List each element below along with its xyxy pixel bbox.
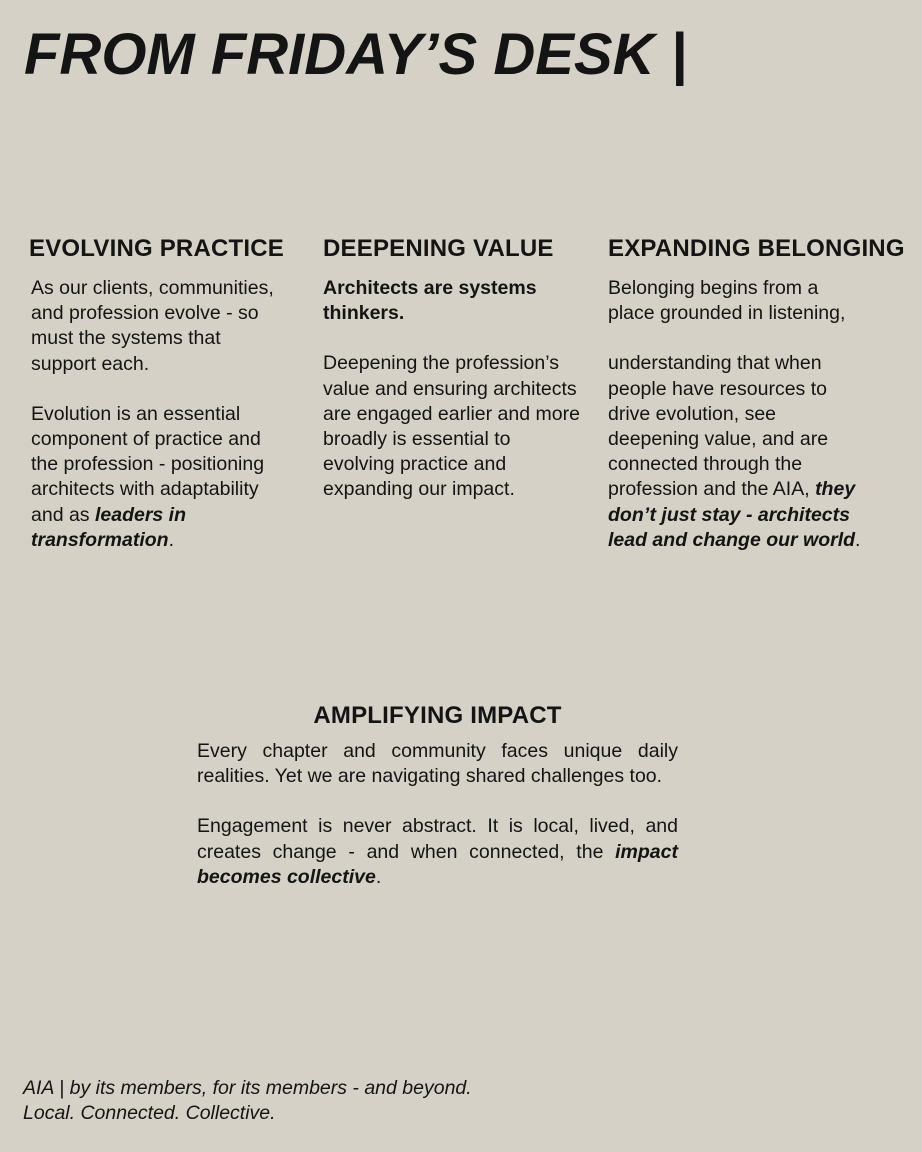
column-evolving-practice	[29, 234, 284, 553]
heading-amplifying-impact: AMPLIFYING IMPACT	[313, 702, 562, 729]
evolving-paragraph-1: As our clients, communities, and profession evolve - so must the systems that support each.	[31, 277, 274, 375]
expanding-paragraph-2	[608, 351, 868, 553]
evolving-paragraph-2-text: Evolution is an essential component of practice and the profession - positioning architects with adaptability and as	[31, 402, 265, 526]
impact-paragraph-2-end: .	[375, 865, 382, 888]
heading-evolving-practice: EVOLVING PRACTICE	[29, 235, 284, 262]
page-title: FROM FRIDAY’S DESK |	[24, 22, 687, 87]
heading-expanding-belonging: EXPANDING BELONGING	[608, 235, 905, 262]
footer-line-1: AIA | by its members, for its members - and beyond.	[23, 1077, 472, 1099]
column-expanding-belonging	[608, 234, 908, 553]
column-deepening-value	[323, 234, 583, 503]
section-amplifying-impact	[197, 701, 678, 890]
impact-paragraph-2	[197, 814, 678, 890]
expanding-paragraph-2-text: understanding that when people have resources to drive evolution, see deepening value, and are connected through the profession and the AIA,	[608, 352, 829, 501]
expanding-paragraph-1: Belonging begins from a place grounded in listening,	[608, 277, 846, 325]
evolving-emphasis: leaders in transformation	[31, 503, 187, 551]
deepening-lead: Architects are systems thinkers.	[323, 277, 537, 325]
heading-deepening-value: DEEPENING VALUE	[323, 235, 554, 262]
deepening-paragraph-2: Deepening the profession’s value and ensuring architects are engaged earlier and more broadly is essential to evolving practice and expanding our impact.	[323, 352, 580, 501]
expanding-paragraph-2-end: .	[855, 528, 861, 551]
impact-paragraph-2-text: Engagement is never abstract. It is local, lived, and creates change - and when connected, the	[197, 815, 678, 863]
impact-emphasis: impact becomes collective	[197, 840, 678, 888]
evolving-paragraph-2-end: .	[168, 528, 175, 551]
expanding-emphasis: they don’t just stay - architects lead and change our world	[608, 478, 856, 551]
impact-paragraph-1: Every chapter and community faces unique daily realities. Yet we are navigating shared challenges too.	[197, 740, 678, 788]
footer-tagline	[23, 1076, 472, 1126]
evolving-paragraph-2	[29, 402, 279, 553]
footer-line-2: Local. Connected. Collective.	[23, 1102, 276, 1124]
